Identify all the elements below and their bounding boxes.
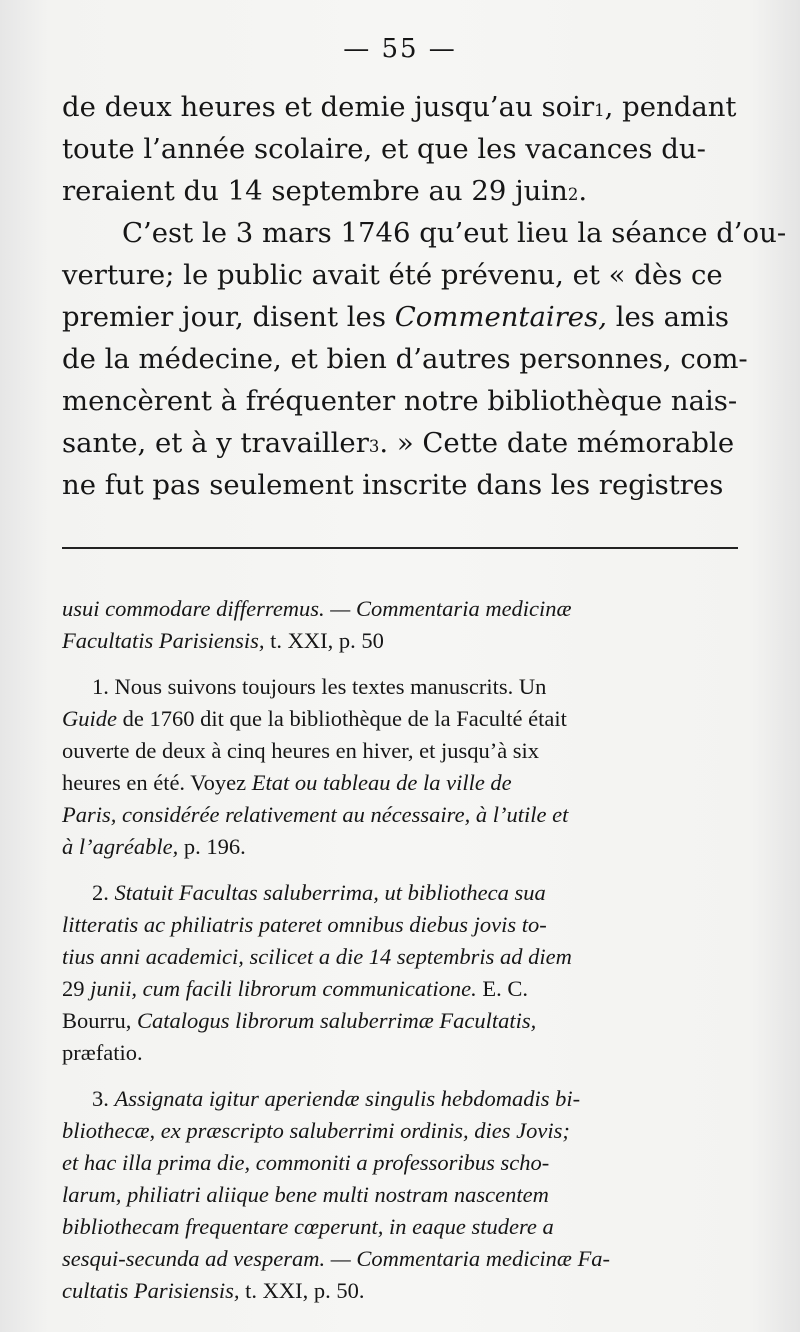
text-run: cultatis Parisiensis, [62,1278,240,1303]
note-line [62,831,738,863]
footnote-1 [62,671,738,863]
text-run: t. XXI, p. 50 [264,628,384,653]
main-line-7: de la médecine, et bien d’autres personnes, com- [62,343,748,375]
text-run: Statuit Facultas saluberrima, ut bibliotheca sua [114,880,546,905]
main-text [62,86,787,506]
footnote-ref-1[interactable]: 1 [594,101,605,120]
note-line: præfatio. [62,1040,143,1065]
text-run: 29 [62,976,91,1001]
text-run: , pendant [604,91,737,123]
text-run: . [578,175,588,207]
note-line: bibliothecam frequentare cœperunt, in eaque studere a [62,1214,554,1239]
note-line [62,703,738,735]
main-line-10: ne fut pas seulement inscrite dans les registres [62,469,724,501]
text-run: Facultatis Parisiensis, [62,628,265,653]
text-run: de 1760 dit que la bibliothèque de la Faculté était [117,706,567,731]
note-line: tius anni academici, scilicet a die 14 septembris ad diem [62,944,572,969]
note-line [62,767,738,799]
footnote-continuation [62,593,738,657]
text-run: Etat ou tableau de la ville de [251,770,512,795]
footnotes [62,593,738,1321]
footnote-ref-2[interactable]: 2 [567,185,579,204]
main-line-8: mencèrent à fréquenter notre bibliothèque nais- [62,385,738,417]
main-line-2: toute l’année scolaire, et que les vacances du- [62,133,706,165]
note-line: ouverte de deux à cinq heures en hiver, et jusqu’à six [62,738,540,763]
main-line-3 [62,170,738,212]
text-run: E. C. [476,976,529,1001]
note-line [62,625,738,657]
text-run: Assignata igitur aperiendæ singulis hebdomadis bi- [114,1086,581,1111]
note-line: et hac illa prima die, commoniti a professoribus scho- [62,1150,550,1175]
footnote-ref-3[interactable]: 3 [368,437,380,456]
note-line: 1. Nous suivons toujours les textes manuscrits. Un [92,674,547,699]
footnote-separator [62,547,738,549]
main-line-4: C’est le 3 mars 1746 qu’eut lieu la séance d’ou- [122,217,787,249]
text-run: Bourru, [62,1008,137,1033]
text-run: — Commentaria medicinæ Fa- [325,1246,611,1271]
text-run: 2. [92,880,115,905]
text-run: sante, et à y travailler [62,427,369,459]
text-run: sesqui-secunda ad vesperam. [62,1246,326,1271]
footnote-3 [62,1083,738,1307]
note-line: bliothecæ, ex præscripto saluberrimi ordinis, dies Jovis; [62,1118,570,1143]
note-line [62,973,738,1005]
text-run: les amis [606,301,729,333]
text-run: Guide [62,706,117,731]
note-line: Paris, considérée relativement au nécessaire, à l’utile et [62,802,569,827]
note-line [62,877,738,909]
main-line-6 [62,296,738,338]
note-line [62,1243,738,1275]
text-run: reraient du 14 septembre au 29 juin [62,175,568,207]
note-line: larum, philiatri aliique bene multi nostram nascentem [62,1182,549,1207]
footnote-2 [62,877,738,1069]
text-run: 3. [92,1086,115,1111]
text-run: p. 196. [178,834,246,859]
text-run: t. XXI, p. 50. [239,1278,365,1303]
page-number: — 55 — [343,34,457,64]
text-run: Catalogus librorum saluberrimæ Facultatis, [137,1008,537,1033]
note-line: litteratis ac philiatris pateret omnibus diebus jovis to- [62,912,547,937]
text-run: junii, cum facili librorum communicatione. [90,976,477,1001]
main-line-5: verture; le public avait été prévenu, et « dès ce [62,259,723,291]
text-run: premier jour, disent les [62,301,395,333]
main-line-1 [62,86,738,128]
note-line: usui commodare differremus. — Commentaria medicinæ [62,596,572,621]
main-line-9 [62,422,738,464]
commentaires-title: Commentaires, [394,301,607,333]
note-line [62,1083,738,1115]
text-run: de deux heures et demie jusqu’au soir [62,91,595,123]
text-run: . » Cette date mémorable [379,427,735,459]
text-run: à l’agréable, [62,834,179,859]
note-line [62,1275,738,1307]
text-run: heures en été. Voyez [62,770,252,795]
note-line [62,1005,738,1037]
